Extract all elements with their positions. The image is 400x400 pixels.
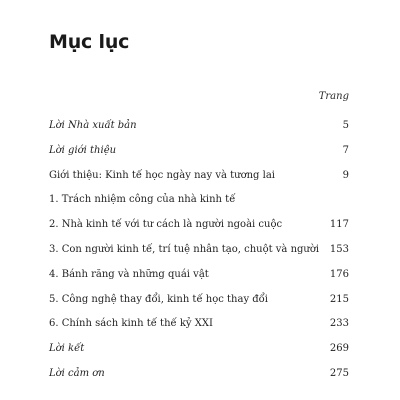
- toc-entry: [49, 244, 349, 269]
- toc-entry-title: Lời giới thiệu: [49, 144, 117, 156]
- toc-entry-title: 2. Nhà kinh tế với tư cách là người ngoài cuộc: [49, 219, 283, 231]
- toc-entry-title: Lời cảm ơn: [49, 367, 105, 379]
- toc-entry-title: 5. Công nghệ thay đổi, kinh tế học thay đổi: [49, 293, 268, 305]
- table-of-contents: [49, 120, 349, 393]
- toc-entry: [49, 170, 349, 195]
- toc-entry-title: Giới thiệu: Kinh tế học ngày nay và tương lai: [49, 169, 275, 181]
- toc-entry-title: 6. Chính sách kinh tế thế kỷ XXI: [49, 318, 213, 330]
- toc-entry-title: Lời Nhà xuất bản: [49, 120, 137, 131]
- toc-entry-page: 269: [329, 343, 349, 355]
- toc-entry: [49, 368, 349, 393]
- toc-entry: [49, 194, 349, 219]
- toc-entry: [49, 269, 349, 294]
- toc-entry-page: 233: [329, 318, 349, 330]
- toc-entry-page: 117: [329, 219, 349, 231]
- toc-entry: [49, 343, 349, 368]
- toc-entry: [49, 318, 349, 343]
- toc-entry-title: 1. Trách nhiệm công của nhà kinh tế: [49, 194, 236, 206]
- toc-entry: [49, 120, 349, 145]
- toc-entry-title: 3. Con người kinh tế, trí tuệ nhân tạo, chuột và người: [49, 243, 320, 255]
- toc-entry-title: 4. Bánh răng và những quái vật: [49, 268, 209, 280]
- toc-entry: [49, 294, 349, 319]
- toc-entry-page: 275: [329, 367, 349, 379]
- toc-entry: [49, 145, 349, 170]
- page-title: Mục lục: [49, 31, 130, 53]
- toc-entry-page: 176: [329, 268, 349, 280]
- page-column-label: Trang: [318, 91, 349, 102]
- toc-entry-page: 5: [342, 120, 349, 131]
- toc-entry-page: 153: [329, 243, 349, 255]
- toc-entry: [49, 219, 349, 244]
- toc-entry-page: 215: [329, 293, 349, 305]
- toc-entry-page: 7: [342, 144, 349, 156]
- toc-entry-title: Lời kết: [49, 343, 85, 355]
- toc-entry-page: 9: [342, 169, 349, 181]
